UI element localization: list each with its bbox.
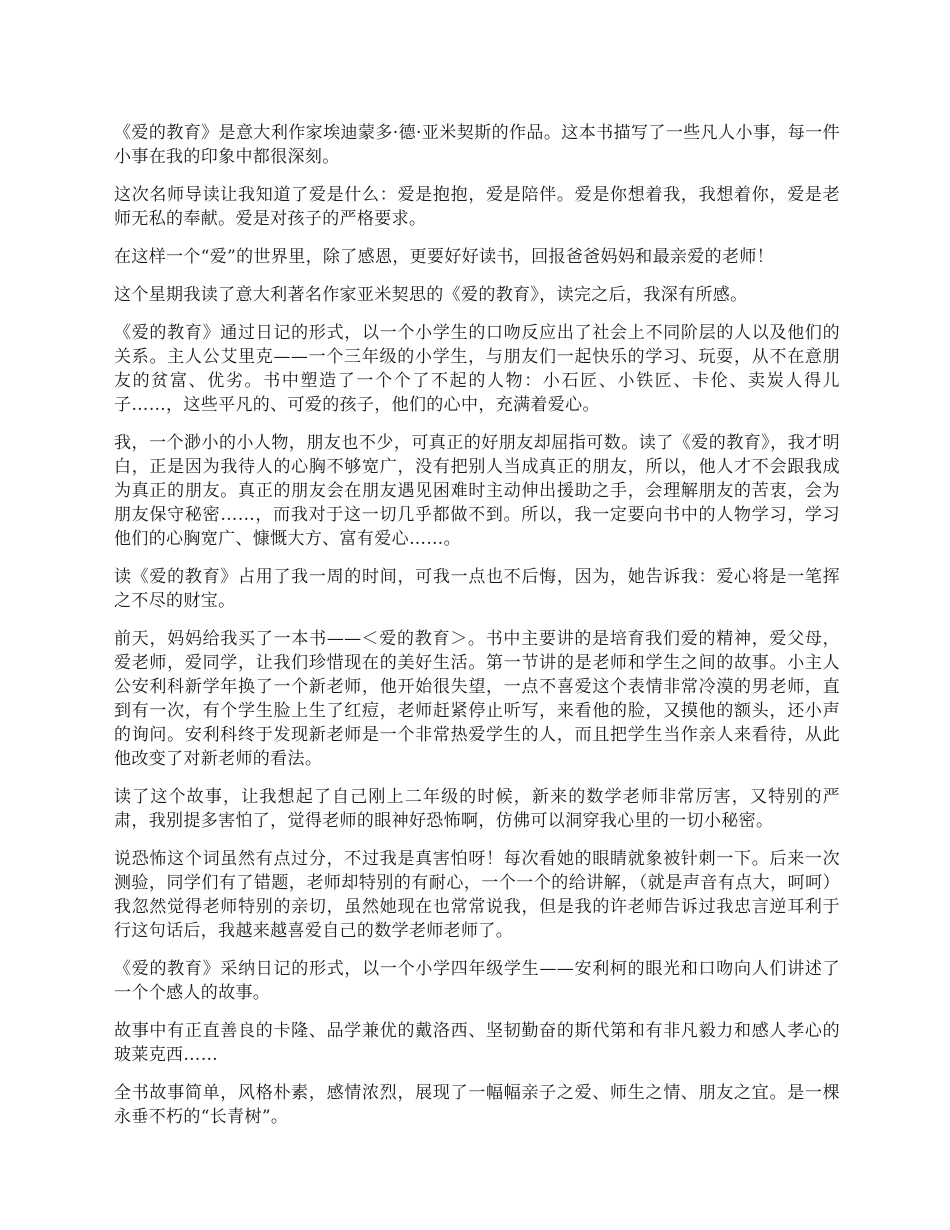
paragraph-2: 这次名师导读让我知道了爱是什么：爱是抱抱，爱是陪伴。爱是你想着我，我想着你，爱是老师无私的奉献。爱是对孩子的严格要求。	[114, 185, 840, 229]
paragraph-5: 《爱的教育》通过日记的形式，以一个小学生的口吻反应出了社会上不同阶层的人以及他们的关系。主人公艾里克——一个三年级的小学生，与朋友们一起快乐的学习、玩耍，从不在意朋友的贫富、优劣。书中塑造了一个个了不起的人物：小石匠、小铁匠、卡伦、卖炭人得儿子……，这些平凡的、可爱的孩子，他们的心中，充满着爱心。	[114, 323, 840, 415]
document-page	[114, 121, 840, 1143]
paragraph-6: 我，一个渺小的小人物，朋友也不少，可真正的好朋友却屈指可数。读了《爱的教育》，我才明白，正是因为我待人的心胸不够宽广，没有把别人当成真正的朋友，所以，他人才不会跟我成为真正的朋友。真正的朋友会在朋友遇见困难时主动伸出援助之手，会理解朋友的苦衷，会为朋友保守秘密……，而我对于这一切几乎都做不到。所以，我一定要向书中的人物学习，学习他们的心胸宽广、慷慨大方、富有爱心……。	[114, 433, 840, 549]
paragraph-10: 说恐怖这个词虽然有点过分，不过我是真害怕呀！每次看她的眼睛就象被针刺一下。后来一次测验，同学们有了错题，老师却特别的有耐心，一个一个的给讲解，（就是声音有点大，呵呵）我忽然觉得老师特别的亲切，虽然她现在也常常说我，但是我的许老师告诉过我忠言逆耳利于行这句话后，我越来越喜爱自己的数学老师老师了。	[114, 849, 840, 941]
paragraph-12: 故事中有正直善良的卡隆、品学兼优的戴洛西、坚韧勤奋的斯代第和有非凡毅力和感人孝心的玻莱克西……	[114, 1021, 840, 1065]
paragraph-9: 读了这个故事，让我想起了自己刚上二年级的时候，新来的数学老师非常厉害，又特别的严肃，我别提多害怕了，觉得老师的眼神好恐怖啊，仿佛可以洞穿我心里的一切小秘密。	[114, 787, 840, 831]
paragraph-4: 这个星期我读了意大利著名作家亚米契思的《爱的教育》，读完之后，我深有所感。	[114, 285, 748, 305]
paragraph-13: 全书故事简单，风格朴素，感情浓烈，展现了一幅幅亲子之爱、师生之情、朋友之宜。是一棵永垂不朽的“长青树”。	[114, 1083, 840, 1127]
paragraph-8: 前天，妈妈给我买了一本书——＜爱的教育＞。书中主要讲的是培育我们爱的精神，爱父母，爱老师，爱同学，让我们珍惜现在的美好生活。第一节讲的是老师和学生之间的故事。小主人公安利科新学年换了一个新老师，他开始很失望，一点不喜爱这个表情非常冷漠的男老师，直到有一次，有个学生脸上生了红痘，老师赶紧停止听写，来看他的脸，又摸他的额头，还小声的询问。安利科终于发现新老师是一个非常热爱学生的人，而且把学生当作亲人来看待，从此他改变了对新老师的看法。	[114, 629, 840, 769]
paragraph-1: 《爱的教育》是意大利作家埃迪蒙多·德·亚米契斯的作品。这本书描写了一些凡人小事，每一件小事在我的印象中都很深刻。	[114, 123, 840, 167]
paragraph-7: 读《爱的教育》占用了我一周的时间，可我一点也不后悔，因为，她告诉我：爱心将是一笔挥之不尽的财宝。	[114, 567, 840, 611]
paragraph-11: 《爱的教育》采纳日记的形式，以一个小学四年级学生——安利柯的眼光和口吻向人们讲述了一个个感人的故事。	[114, 959, 840, 1003]
paragraph-3: 在这样一个“爱”的世界里，除了感恩，更要好好读书，回报爸爸妈妈和最亲爱的老师！	[114, 247, 775, 267]
